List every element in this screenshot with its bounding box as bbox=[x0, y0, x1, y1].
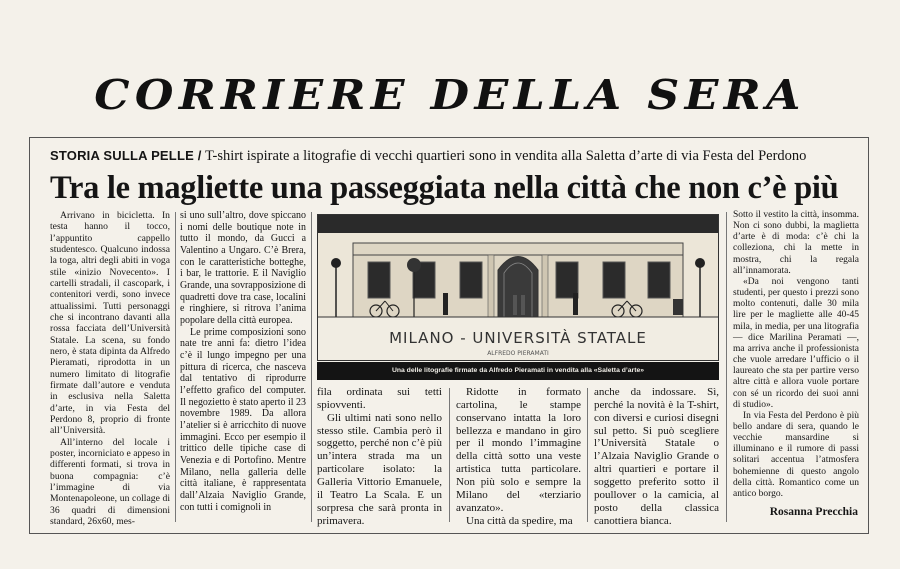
paragraph: All’interno del locale i poster, incorniciato e appeso in differenti formati, si trova in buona compagnia: c’è l’immagine di via Montenapoleone, un collage di 36 quadri di dimensioni standard, 26x60, mes- bbox=[50, 436, 170, 527]
illustration-signature: ALFREDO PIERAMATI bbox=[487, 350, 549, 357]
paragraph: fila ordinata sui tetti spiovventi. bbox=[317, 386, 442, 411]
paragraph: «Da noi vengono tanti studenti, per questo i prezzi sono molto contenuti, dalle 30 mila lire per le magliette alle 40-45 mila, in media, per una litografia — dice Marilina Peramati —, ma arriva anche il professionista che vuole arredare l’ufficio o il laureato che sta per partire verso altre città e allora vuole portare con sé un ricordo dei suoi anni di studio». bbox=[733, 276, 859, 410]
paragraph: Ridotte in formato cartolina, le stampe conservano intatta la loro bellezza e mandano in giro per il mondo l’immagine della città sotto una veste artistica tutta particolare. Non più solo e sempre la Milano del «terziario avanzato». bbox=[456, 386, 581, 514]
column-rule bbox=[311, 212, 312, 522]
lithograph-illustration bbox=[317, 214, 719, 361]
article-column-3 bbox=[456, 386, 581, 527]
article-column-4 bbox=[594, 386, 719, 527]
paragraph: anche da indossare. Sì, perché la novità è la T-shirt, con diversi e curiosi disegni sul petto. Si può scegliere l’Università Statale o l’Alzaia Naviglio Grande o altri quartieri e portare il soggetto preferito sotto il poullover o la camicia, al posto della classica canottiera bianca. bbox=[594, 386, 719, 527]
article-column-5 bbox=[733, 210, 859, 500]
kicker-tag: STORIA SULLA PELLE / bbox=[50, 148, 202, 163]
article-column-2 bbox=[180, 210, 306, 513]
paragraph: Gli ultimi nati sono nello stesso stile. Cambia però il soggetto, perché non c’è più un’intera strada ma un particolare isolato: la Galleria Vittorio Emanuele, il Teatro La Scala. E un sorpresa che sarà pronta in primavera. bbox=[317, 411, 442, 527]
university-facade-drawing bbox=[318, 215, 718, 360]
column-rule bbox=[726, 212, 727, 522]
paragraph: In via Festa del Perdono è più bello andare di sera, quando le vecchie mansardine si illuminano e il rumore di passi solitari accentua l’atmosfera bohemienne di questo angolo della città. Romantico come un antico borgo. bbox=[733, 410, 859, 499]
paragraph: si uno sull’altro, dove spiccano i nomi delle boutique note in tutto il mondo, da Gucci a Valentino a Ungaro. C’è Brera, con le caratteristiche botteghe, i bar, le trattorie. E il Naviglio Grande, una sovrapposizione di quadretti dove tra case, localini e ringhiere, si ritrova l’anima popolare della città europea. bbox=[180, 210, 306, 327]
column-rule bbox=[175, 212, 176, 522]
kicker bbox=[50, 147, 860, 165]
column-rule bbox=[449, 388, 450, 522]
kicker-text: T-shirt ispirate a litografie di vecchi quartieri sono in vendita alla Saletta d’arte di via Festa del Perdono bbox=[204, 148, 807, 164]
paragraph: Le prime composizioni sono nate tre anni fa: dietro l’idea c’è il lungo impegno per una pittura di ricerca, che nasceva dal tentativo di riprodurre l’effetto grafico del computer. Il negozietto è stato aperto il 23 novembre 1989. Da allora l’atelier si è arricchito di nuove immagini. Ecco per esempio il trittico delle tipiche case di Venezia e di Portofino. Mentre Milano, nella galleria delle città italiane, è rappresentata dall’Alzaia Naviglio Grande, con tutti i comignoli in bbox=[180, 326, 306, 513]
paragraph: Una città da spedire, ma bbox=[466, 514, 573, 527]
headline: Tra le magliette una passeggiata nella città che non c’è più bbox=[50, 170, 839, 206]
paragraph: Arrivano in bicicletta. In testa hanno il tocco, l’appuntito cappello studentesco. Qualcuno indossa la toga, altri degli abiti in voga stile «inizio Novecento». I cartelli stradali, il cascopark, i contenitori verdi, sono invece attualissimi. Tutti personaggi che si incontrano davanti alla rossa facciata dell’Università Statale. La scena, su fondo nero, è stata dipinta da Alfredo Pieramati, riprodotta in un numero limitato di litografie firmate dall’autore e venduta in esclusiva nella Saletta d’arte, in via Festa del Perdono 8, proprio di fronte all’Università. bbox=[50, 210, 170, 437]
article-column-1 bbox=[50, 210, 170, 527]
byline: Rosanna Precchia bbox=[769, 506, 858, 518]
illustration-title: MILANO - UNIVERSITÀ STATALE bbox=[389, 329, 647, 347]
paragraph: Sotto il vestito la città, insomma. Non ci sono dubbi, la maglietta d’arte è di moda: c’è chi la colleziona, chi la mette in mostra, chi la regala all’innamorata. bbox=[733, 210, 859, 276]
column-rule bbox=[587, 388, 588, 522]
article-column-2b bbox=[317, 386, 442, 527]
masthead: CORRIERE DELLA SERA bbox=[94, 71, 806, 119]
photo-caption: Una delle litografie firmate da Alfredo Pieramati in vendita alla «Saletta d’arte» bbox=[317, 362, 719, 380]
